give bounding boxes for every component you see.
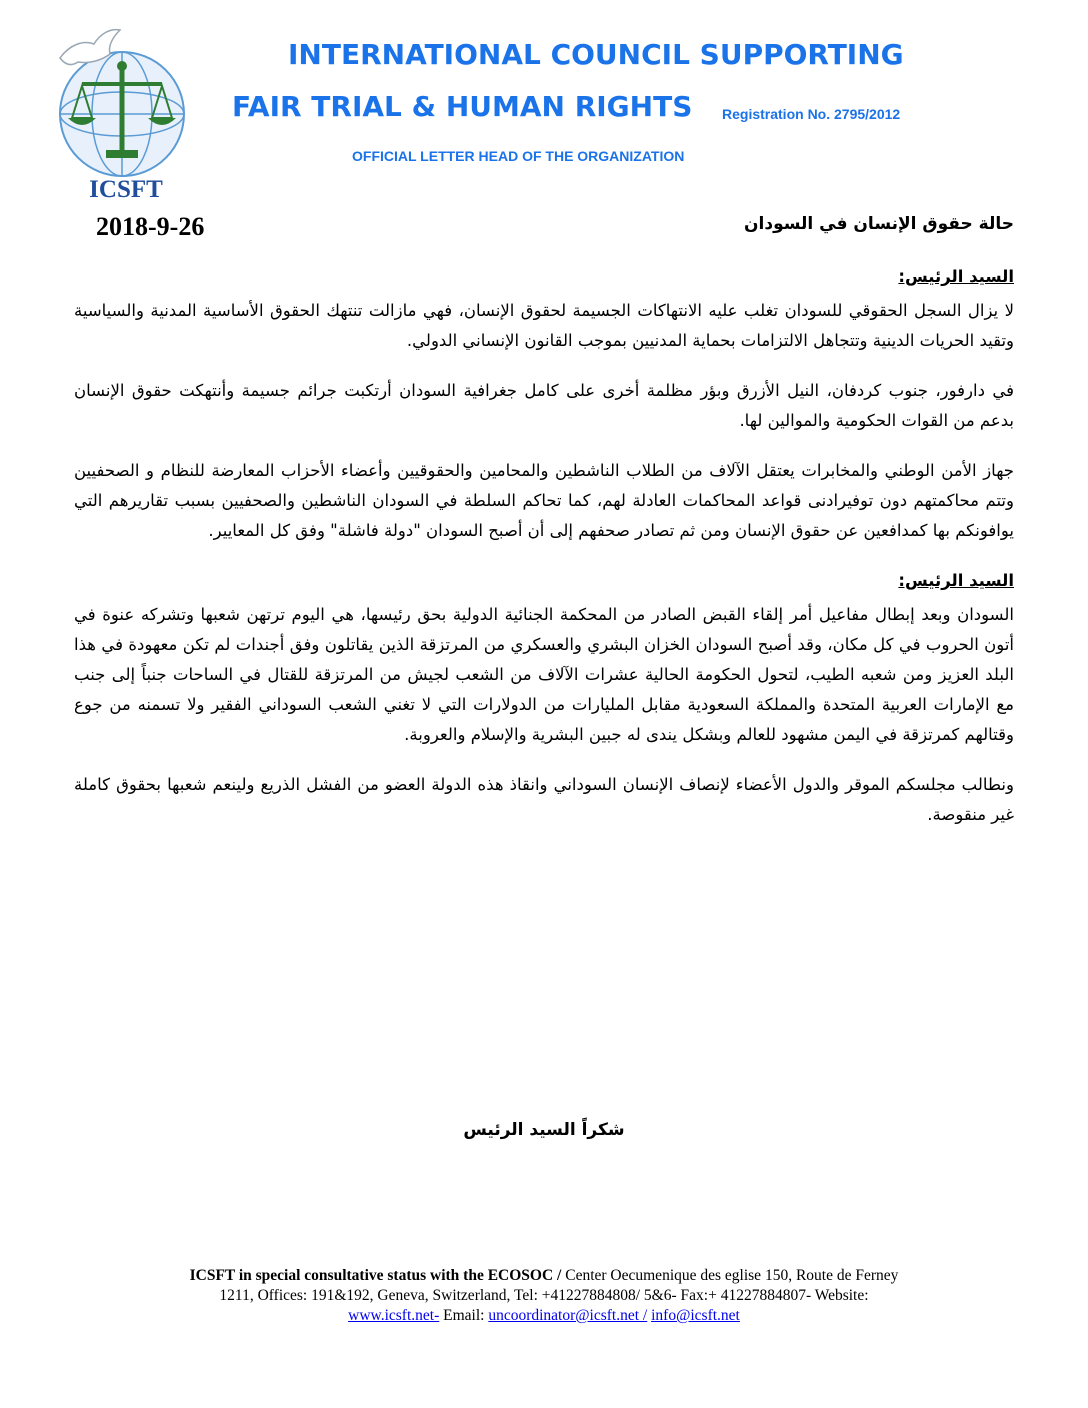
registration-number: Registration No. 2795/2012	[722, 106, 901, 122]
organization-logo	[50, 14, 200, 204]
organization-name-line-1: INTERNATIONAL COUNCIL SUPPORTING	[288, 38, 904, 71]
logo-text: ICSFT	[89, 176, 163, 203]
letter-title: حالة حقوق الإنسان في السودان	[744, 214, 1014, 234]
address-line-2: 1211, Offices: 191&192, Geneva, Switzerland, Tel: +41227884808/ 5&6- Fax:+ 41227884807- Website:	[219, 1287, 869, 1304]
paragraph: السودان وبعد إبطال مفاعيل أمر إلقاء القبض الصادر من المحكمة الجنائية الدولية بحق رئيسها، هي اليوم ترتهن شعبها وتشركه عنوة في أتون الحروب في كل مكان، وقد أصبح السودان الخزان البشري والعسكري من المرتزقة الذين يقاتلون وفق أجندات لم تكن معهودة في هذا البلد العزيز ومن شعبه الطيب، لتحول الحكومة الحالية عشرات الآلاف من الشعب لجيش من المرتزقة للقتال في الساحات جنباً إلى جنب مع الإمارات العربية المتحدة والمملكة السعودية مقابل المليارات من الدولارات التي لا تغني الشعب السوداني الفقير ولا تسمنه من جوع وقتالهم كمرتزقة في اليمن مشهود للعالم وبشكل يندى له جبين البشرية والإسلام والعروبة.	[74, 605, 1014, 744]
paragraph: لا يزال السجل الحقوقي للسودان تغلب عليه الانتهاكات الجسيمة لحقوق الإنسان، فهي مازالت تنتهك الحقوق الأساسية المدنية والسياسية وتقيد الحريات الدينية وتتجاهل الالتزامات بحماية المدنيين بموجب القانون الإنساني الدولي.	[74, 301, 1014, 350]
email-link-info[interactable]: info@icsft.net	[651, 1307, 740, 1324]
paragraph: جهاز الأمن الوطني والمخابرات يعتقل الآلاف من الطلاب الناشطين والمحامين والحقوقيين وأعضاء الأحزاب المعارضة للنظام و الصحفيين وتتم محاكمتهم دون توفيرادنى قواعد المحاكمات العادلة لهم، كما تحاكم السلطة في السودان الناشطين والصحفيين بسبب تقاريرهم التي يوافونكم بها كمدافعين عن حقوق الإنسان ومن ثم تصادر صحفهم إلى أن أصبح السودان "دولة فاشلة" وفق كل المعايير.	[74, 461, 1014, 540]
paragraph: في دارفور، جنوب كردفان، النيل الأزرق وبؤر مظلمة أخرى على كامل جغرافية السودان أرتكبت جرائم جسيمة وأنتهكت حقوق الإنسان بدعم من القوات الحكومية والموالين لها.	[74, 381, 1014, 430]
salutation-heading: السيد الرئيس:	[898, 267, 1014, 286]
footer	[60, 1266, 1028, 1326]
address-line-1: Center Oecumenique des eglise 150, Route de Ferney	[561, 1267, 899, 1284]
letter-body	[74, 262, 1014, 850]
paragraph: ونطالب مجلسكم الموقر والدول الأعضاء لإنصاف الإنسان السوداني وانقاذ هذه الدولة العضو من الفشل الذريع ولينعم شعبها بحقوق كاملة غير منقوصة.	[74, 775, 1014, 824]
letter-date: 2018-9-26	[96, 212, 205, 241]
letterhead-note: OFFICIAL LETTER HEAD OF THE ORGANIZATION	[352, 148, 685, 164]
email-label: Email:	[439, 1307, 489, 1324]
dove-scales-globe-icon	[50, 14, 200, 184]
consultative-status: ICSFT in special consultative status with the ECOSOC /	[189, 1267, 562, 1284]
organization-name-line-2: FAIR TRIAL & HUMAN RIGHTS	[232, 90, 693, 123]
closing-line: شكراً السيد الرئيس	[463, 1120, 625, 1140]
website-link[interactable]: www.icsft.net-	[348, 1307, 440, 1324]
email-link-coordinator[interactable]: uncoordinator@icsft.net /	[488, 1307, 648, 1324]
salutation-heading: السيد الرئيس:	[898, 571, 1014, 590]
